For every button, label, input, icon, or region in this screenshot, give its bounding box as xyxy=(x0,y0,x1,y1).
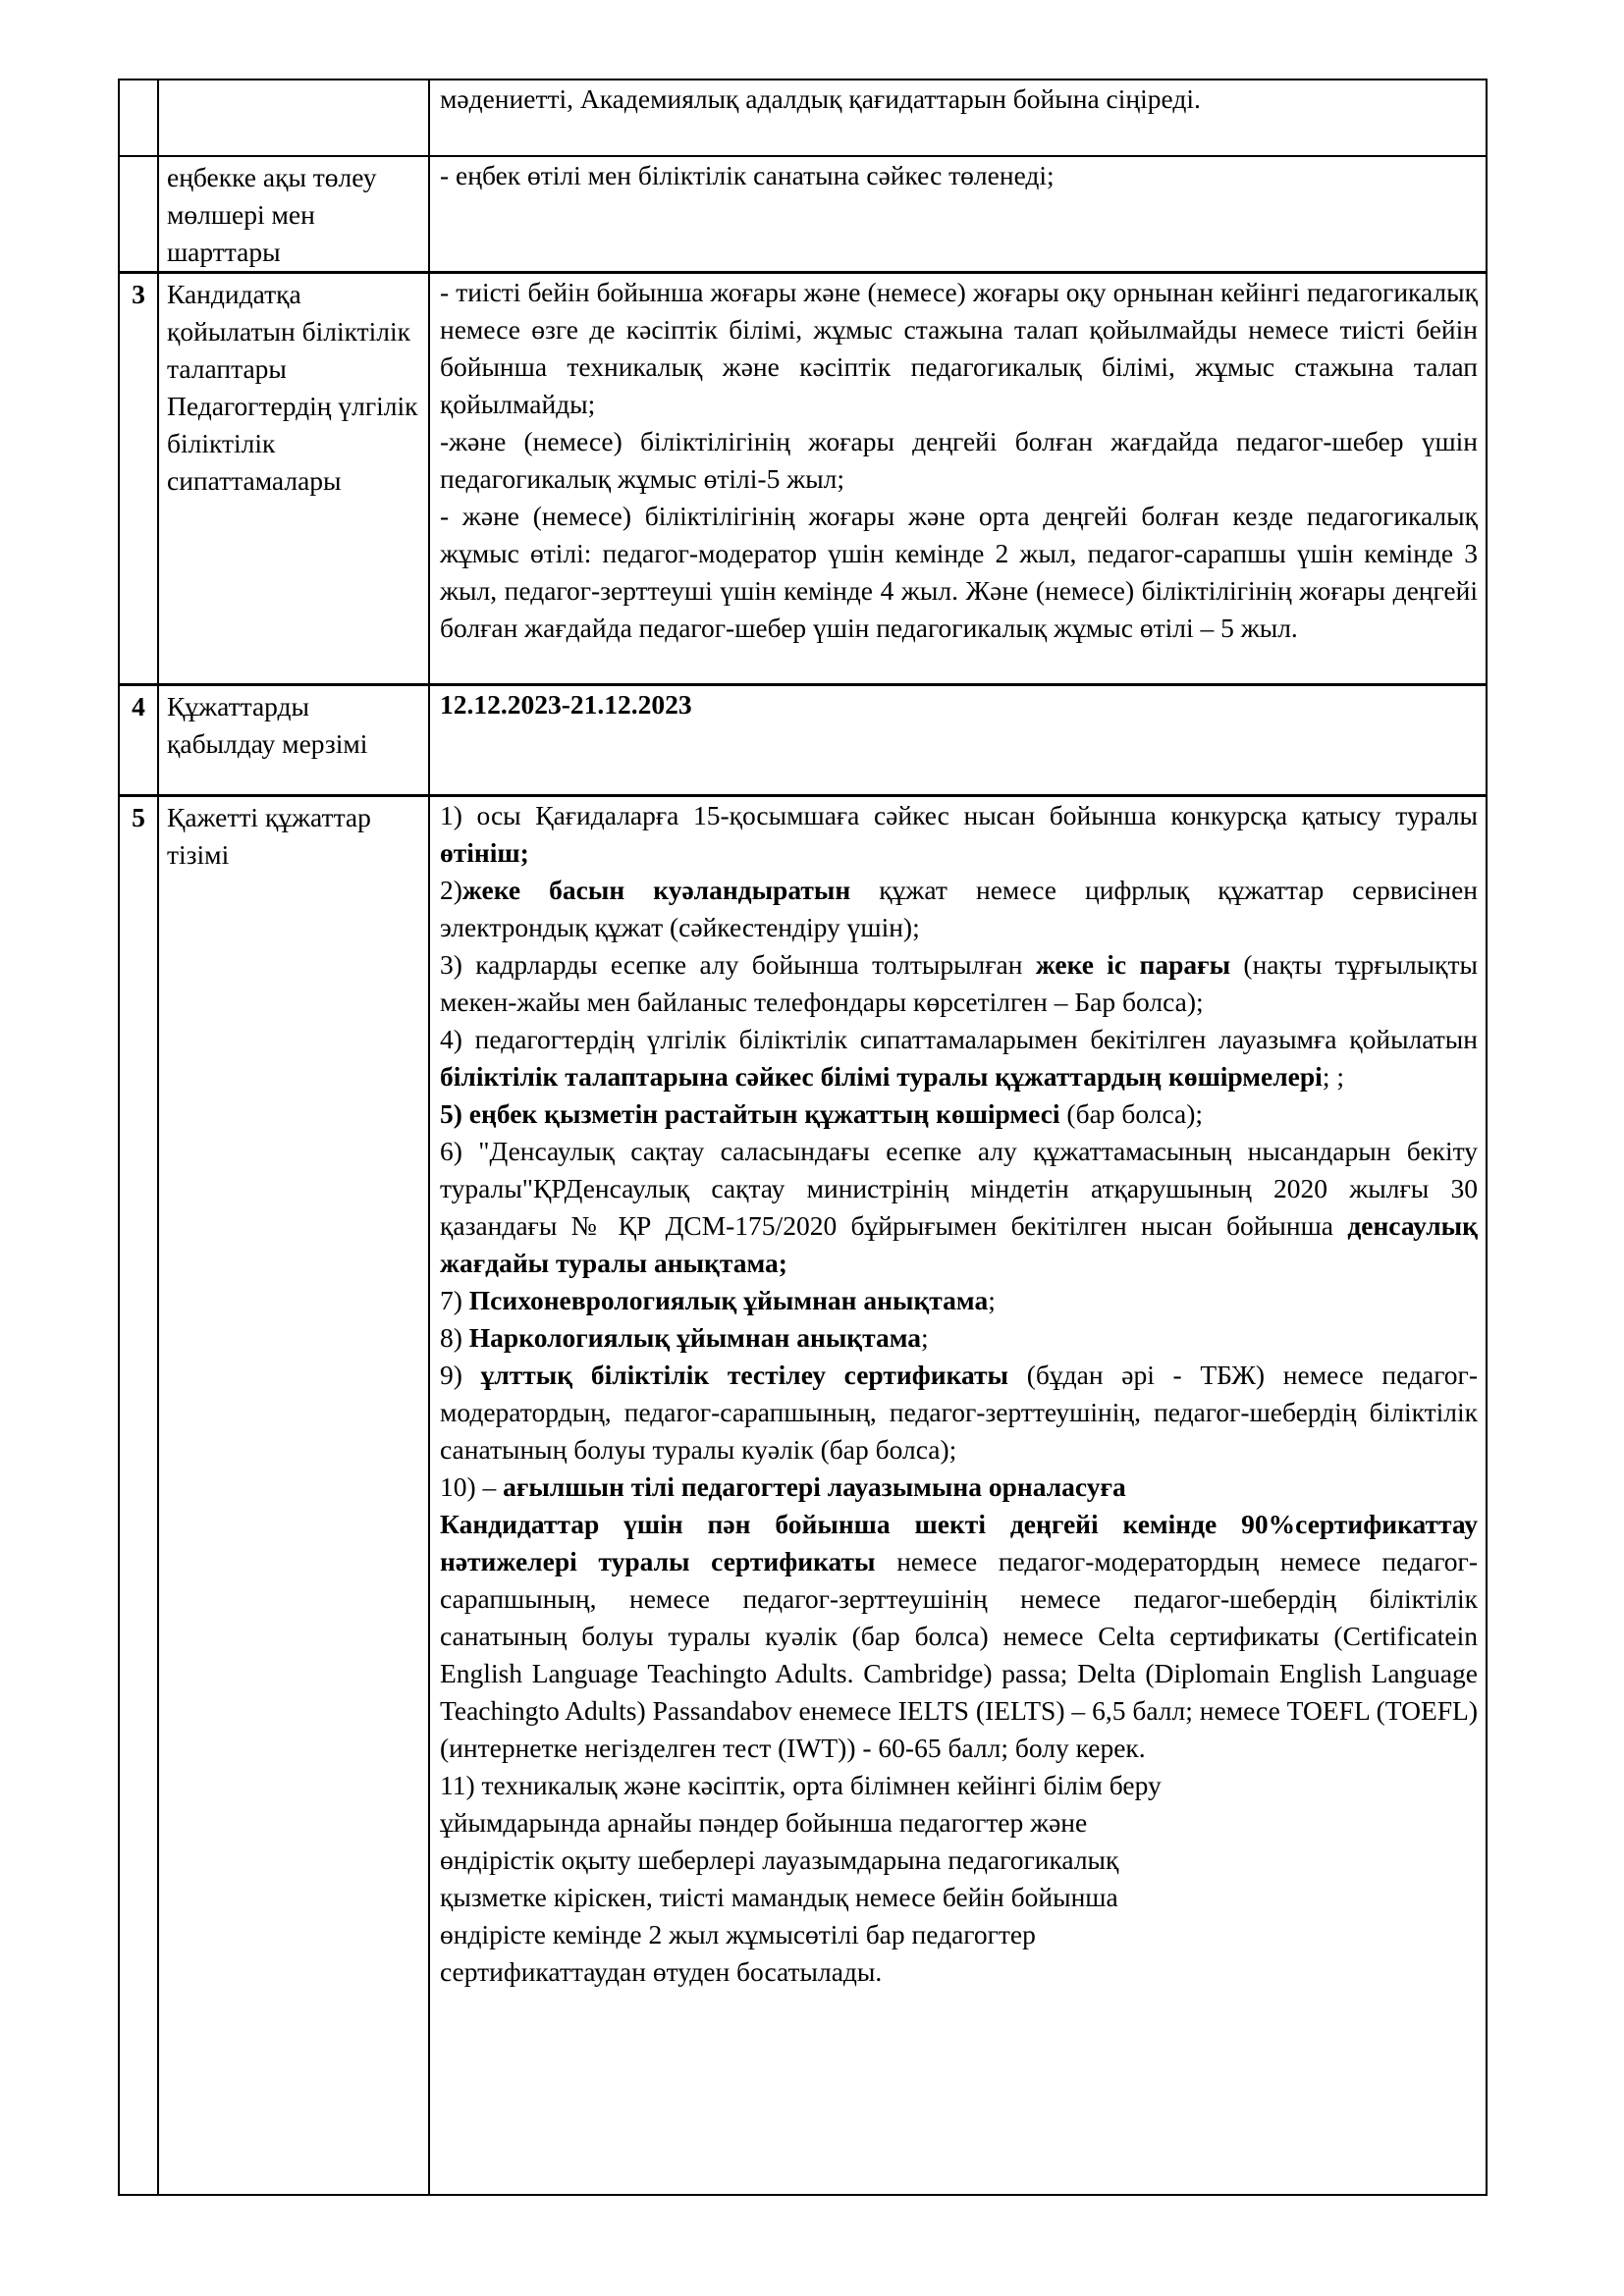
document-item-4 xyxy=(440,1021,1478,1095)
item-text: 6) "Денсаулық сақтау саласындағы есепке алу құжаттамасының нысандарын бекіту туралы"ҚРДенсаулық сақтау министрінің міндетін атқарушының 2020 жылғы 30 қазандағы № ҚР ДСМ-175/2020 бұйрығымен бекітілген нысан бойынша xyxy=(440,1136,1478,1241)
item-bold-text: жеке басын куәландыратын xyxy=(461,875,851,905)
document-item-10-detail xyxy=(440,1506,1478,1767)
row-content xyxy=(429,80,1487,156)
document-item-11-line: ұйымдарында арнайы пәндер бойынша педагогтер және xyxy=(440,1807,1088,1838)
table-row-3-qualifications xyxy=(119,273,1487,685)
item-text: 1) осы Қағидаларға 15-қосымшаға сәйкес нысан бойынша конкурсқа қатысу туралы xyxy=(440,800,1478,830)
row-label: Қажетті құжаттар тізімі xyxy=(158,796,429,2195)
item-text: 3) кадрларды есепке алу бойынша толтырылған xyxy=(440,949,1036,980)
item-text: 2) xyxy=(440,875,462,905)
item-text: немесе педагог-модератордың немесе педагог-сарапшының, немесе педагог-зерттеушінің немесе педагог-шебердің біліктілік санатының болуы туралы куәлік (бар болса) немесе Celta сертификаты (Certificatein English Language Teachingto Adults. Cambridge) passa; Delta (Diplomain English Language Teachingto Adults) Passandabov енемесе IELTS (IELTS) – 6,5 балл; немесе TOEFL (TOEFL) (интернетке негізделген тест (IWT)) - 60-65 балл; болу керек. xyxy=(440,1546,1478,1763)
item-bold-text: жеке іс парағы xyxy=(1035,949,1231,980)
row-number: 4 xyxy=(119,685,158,796)
document-item-11-line: өндірісте кемінде 2 жыл жұмысөтілі бар педагогтер xyxy=(440,1919,1036,1949)
item-bold-text: денсаулық жағдайы туралы анықтама xyxy=(440,1210,1478,1278)
item-bold-text: ; xyxy=(778,1248,787,1278)
item-text: ; xyxy=(921,1322,929,1353)
table-row-salary xyxy=(119,156,1487,273)
item-text: ; ; xyxy=(1322,1061,1344,1092)
content-paragraph: -және (немесе) біліктілігінің жоғары деңгейі болған жағдайда педагог-шебер үшін педагогикалық жұмыс өтілі-5 жыл; xyxy=(440,426,1478,494)
deadline-date: 12.12.2023-21.12.2023 xyxy=(440,689,692,720)
document-item-7 xyxy=(440,1282,1478,1319)
content-paragraph: мәдениетті, Академиялық адалдық қағидаттарын бойына сіңіреді. xyxy=(440,83,1201,114)
content-paragraph: - және (немесе) біліктілігінің жоғары және орта деңгейі болған кезде педагогикалық жұмыс өтілі: педагог-модератор үшін кемінде 2 жыл, педагог-сарапшы үшін кемінде 3 жыл, педагог-зерттеуші үшін кемінде 4 жыл. Және (немесе) біліктілігінің жоғары деңгейі болған жағдайда педагог-шебер үшін педагогикалық жұмыс өтілі – 5 жыл. xyxy=(440,501,1478,643)
item-text: құжат немесе цифрлық құжаттар сервисінен электрондық құжат (сәйкестендіру үшін); xyxy=(440,875,1478,942)
row-number: 5 xyxy=(119,796,158,2195)
document-item-2 xyxy=(440,872,1478,946)
document-item-9 xyxy=(440,1357,1478,1468)
row-number xyxy=(119,156,158,273)
document-item-11-line: сертификаттаудан өтуден босатылады. xyxy=(440,1956,883,1987)
item-text: (бар болса); xyxy=(1059,1098,1204,1129)
row-number: 3 xyxy=(119,273,158,685)
item-bold-text: өтініш; xyxy=(440,837,529,868)
document-item-11-line: өндірістік оқыту шеберлері лауазымдарына педагогикалық xyxy=(440,1844,1119,1875)
item-bold-text: Кандидаттар үшін пән бойынша шекті деңгейі кемінде 90%сертификаттау нәтижелері туралы сертификаты xyxy=(440,1509,1478,1576)
document-item-11-line: қызметке кіріскен, тиісті мамандық немесе бейін бойынша xyxy=(440,1882,1118,1912)
item-bold-text: Психоневрологиялық ұйымнан анықтама xyxy=(468,1285,989,1315)
document-item-10 xyxy=(440,1468,1478,1506)
document-item-11: 11) техникалық және кәсіптік, орта білімнен кейінгі білім беру xyxy=(440,1770,1162,1800)
content-paragraph: - еңбек өтілі мен біліктілік санатына сәйкес төленеді; xyxy=(440,160,1055,190)
table-row-5-documents xyxy=(119,796,1487,2195)
item-text: 10) – xyxy=(440,1471,504,1502)
row-label: Кандидатқа қойылатын біліктілік талаптары Педагогтердің үлгілік біліктілік сипаттамалары xyxy=(158,273,429,685)
table-row-culture xyxy=(119,80,1487,156)
item-text: 8) xyxy=(440,1322,469,1353)
table-row-4-deadline xyxy=(119,685,1487,796)
row-content xyxy=(429,685,1487,796)
row-label: Құжаттарды қабылдау мерзімі xyxy=(158,685,429,796)
item-text: 7) xyxy=(440,1285,469,1315)
row-content xyxy=(429,796,1487,2195)
item-text: (бұдан әрі - ТБЖ) немесе педагог-модератордың, педагог-сарапшының, педагог-зерттеушінің, педагог-шебердің біліктілік санатының болуы туралы куәлік (бар болса); xyxy=(440,1360,1478,1465)
item-bold-text: ұлттық біліктілік тестілеу сертификаты xyxy=(480,1360,1009,1390)
document-table xyxy=(118,79,1488,2196)
document-item-8 xyxy=(440,1319,1478,1357)
row-content xyxy=(429,156,1487,273)
document-item-3 xyxy=(440,946,1478,1021)
content-paragraph: - тиісті бейін бойынша жоғары және (немесе) жоғары оқу орнынан кейінгі педагогикалық немесе өзге де кәсіптік білімі, жұмыс стажына талап қойылмайды немесе тиісті бейін бойынша техникалық және кәсіптік педагогикалық білімі, жұмыс стажына талап қойылмайды; xyxy=(440,277,1478,419)
row-label xyxy=(158,80,429,156)
item-bold-text: біліктілік талаптарына сәйкес білімі туралы құжаттардың көшірмелері xyxy=(440,1061,1323,1092)
item-text: 4) педагогтердің үлгілік біліктілік сипаттамаларымен бекітілген лауазымға қойылатын xyxy=(440,1024,1478,1054)
item-bold-text: ағылшын тілі педагогтері лауазымына орналасуға xyxy=(503,1471,1126,1502)
item-bold-text: 5) еңбек қызметін растайтын құжаттың көшірмесі xyxy=(440,1098,1060,1129)
row-content xyxy=(429,273,1487,685)
document-item-6 xyxy=(440,1133,1478,1282)
document-item-1 xyxy=(440,797,1478,872)
item-bold-text: Наркологиялық ұйымнан анықтама xyxy=(468,1322,922,1353)
row-number xyxy=(119,80,158,156)
row-label: еңбекке ақы төлеу мөлшері мен шарттары xyxy=(158,156,429,273)
item-text: ; xyxy=(988,1285,996,1315)
item-text: (нақты тұрғылықты мекен-жайы мен байланыс телефондары көрсетілген – Бар болса); xyxy=(440,949,1479,1017)
document-item-5 xyxy=(440,1095,1478,1133)
item-text: 9) xyxy=(440,1360,481,1390)
